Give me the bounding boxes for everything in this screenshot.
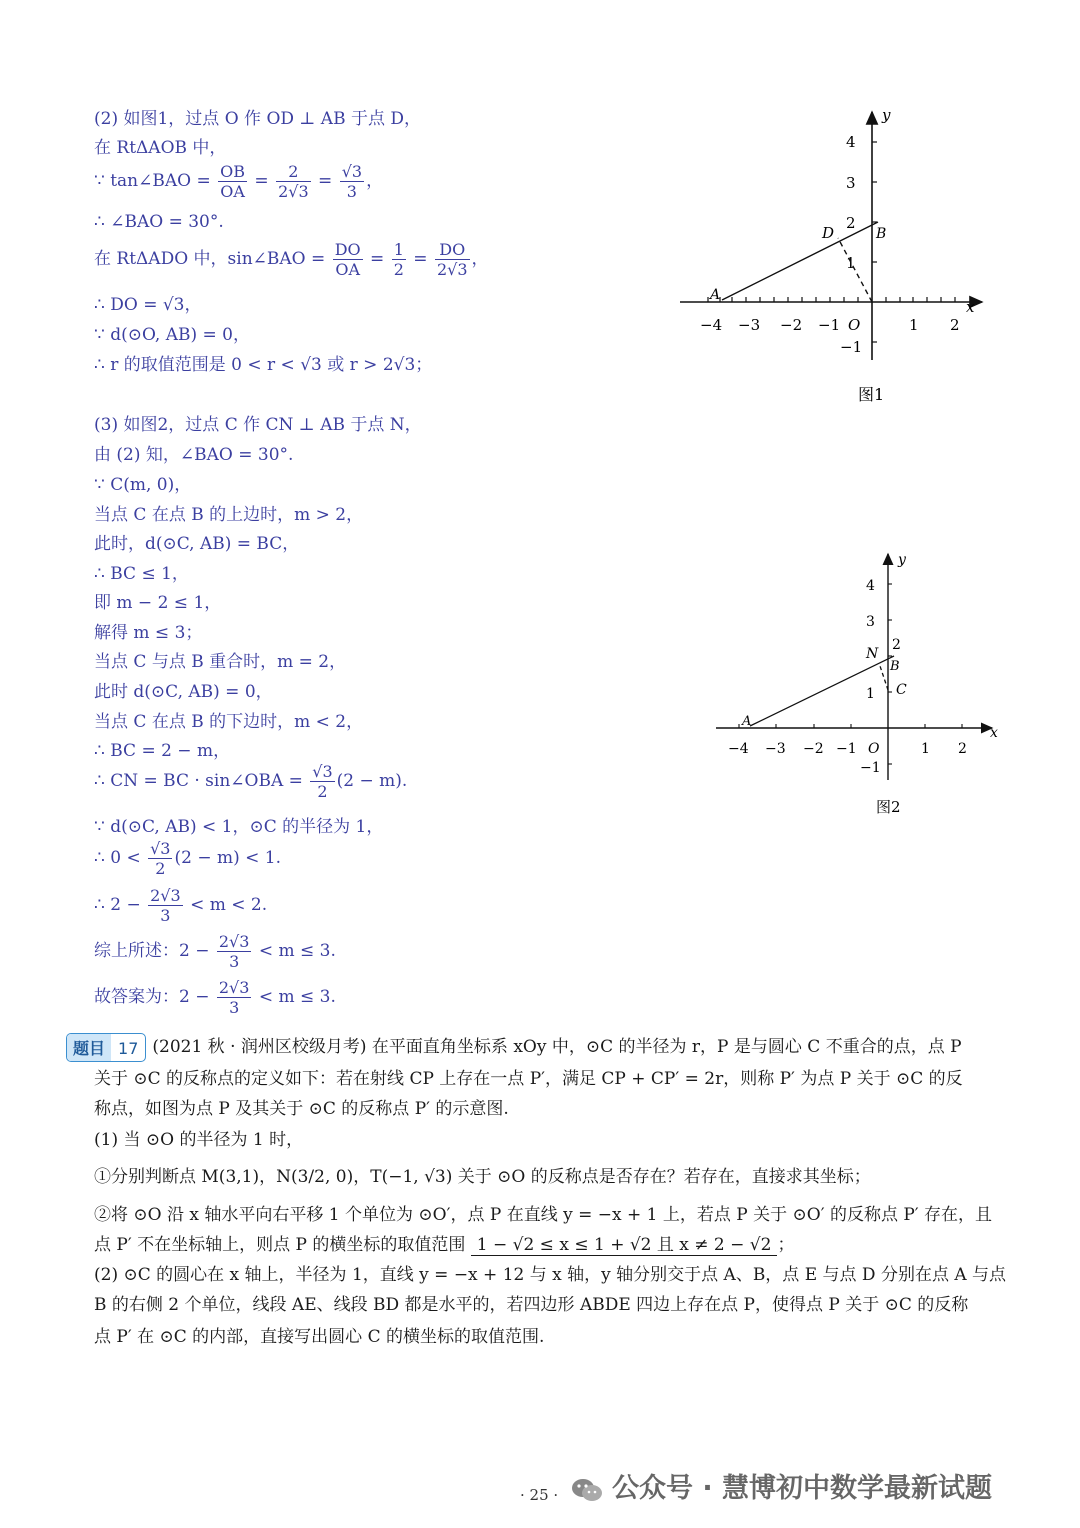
solution-line: (2) 如图1，过点 O 作 OD ⊥ AB 于点 D， [94, 109, 422, 129]
problem-line: 点 P′ 在 ⊙C 的内部，直接写出圆心 C 的横坐标的取值范围. [94, 1327, 545, 1347]
fraction: $\frac{√3}{3}$ [341, 162, 363, 201]
fraction: $\frac{2√3}{3}$ [218, 932, 250, 971]
y-axis-label: y [898, 552, 906, 568]
x-tick-label: −1 [836, 741, 857, 757]
solution-line: 故答案为：2 − $\frac{2√3}{3}$ < m ≤ 3. [94, 978, 336, 1017]
solution-line: 当点 C 在点 B 的下边时，m < 2， [94, 712, 364, 732]
solution-line: 即 m − 2 ≤ 1， [94, 593, 222, 613]
x-axis-label: x [966, 298, 975, 316]
answer-blank: 1 − √2 ≤ x ≤ 1 + √2 且 x ≠ 2 − √2 [471, 1230, 778, 1256]
x-tick-label: −3 [765, 741, 786, 757]
y-tick-label: 4 [846, 133, 856, 151]
y-tick-label: 2 [846, 214, 856, 232]
solution-line: 由 (2) 知，∠BAO = 30°. [94, 445, 294, 465]
x-tick-label: 1 [921, 741, 930, 757]
fraction: $\frac{DO}{OA}$ [334, 240, 361, 279]
solution-line: ∴ r 的取值范围是 0 < r < √3 或 r > 2√3； [94, 355, 433, 375]
point-label-d: D [822, 224, 835, 242]
figure-caption: 图1 [858, 385, 885, 404]
fraction: $\frac{1}{2}$ [393, 240, 404, 279]
problem-line: 称点，如图为点 P 及其关于 ⊙C 的反称点 P′ 的示意图. [94, 1099, 509, 1119]
y-tick-label: 1 [866, 686, 875, 702]
problem-line: (1) 当 ⊙O 的半径为 1 时， [94, 1130, 304, 1150]
figure-2 [710, 548, 1010, 824]
problem-line: 关于 ⊙C 的反称点的定义如下：若在射线 CP 上存在一点 P′，满足 CP + CP′ = 2r，则称 P′ 为点 P 关于 ⊙C 的反 [94, 1069, 963, 1089]
figure-1 [670, 100, 1010, 410]
x-tick-label: −1 [818, 316, 841, 334]
y-tick-label: −1 [860, 760, 881, 776]
x-tick-label: −4 [728, 741, 749, 757]
solution-line: 在 RtΔAOB 中， [94, 138, 227, 158]
y-axis-label: y [882, 106, 891, 124]
page-footer [0, 1466, 1080, 1506]
fraction: $\frac{2√3}{3}$ [218, 978, 250, 1017]
x-tick-label: −2 [803, 741, 824, 757]
x-tick-label: −2 [780, 316, 803, 334]
solution-line: ∵ C(m, 0)， [94, 475, 192, 495]
x-tick-label: 2 [958, 741, 967, 757]
y-tick-label: 1 [846, 254, 856, 272]
page-number: · 25 · [520, 1486, 559, 1504]
solution-line: ∵ d(⊙O, AB) = 0， [94, 325, 250, 345]
watermark: 公众号 · 慧博初中数学最新试题 [570, 1466, 992, 1505]
point-label-c: C [896, 682, 907, 698]
question-badge: 题目 17 [66, 1033, 146, 1062]
solution-line: 此时 d(⊙C, AB) = 0， [94, 682, 273, 702]
solution-line: ∵ d(⊙C, AB) < 1，⊙C 的半径为 1， [94, 817, 384, 837]
solution-line: ∴ BC ≤ 1， [94, 564, 189, 584]
point-label-n: N [866, 646, 879, 662]
figure-caption: 图2 [876, 798, 901, 816]
y-tick-label: 3 [866, 614, 875, 630]
solution-line: ∴ ∠BAO = 30°. [94, 212, 224, 232]
point-label-a: A [710, 287, 721, 303]
origin-label: O [848, 316, 861, 334]
solution-line: 当点 C 在点 B 的上边时，m > 2， [94, 505, 364, 525]
point-label-b: B [890, 659, 900, 674]
solution-line: ∴ 0 < $\frac{√3}{2}$ (2 − m) < 1. [94, 839, 281, 878]
point-label-a: A [742, 714, 752, 729]
solution-line: 解得 m ≤ 3； [94, 623, 203, 643]
fraction: $\frac{DO}{2√3}$ [436, 240, 468, 279]
x-axis-label: x [990, 725, 998, 741]
solution-line: ∴ 2 − $\frac{2√3}{3}$ < m < 2. [94, 886, 268, 925]
problem-line: 点 P′ 不在坐标轴上，则点 P 的横坐标的取值范围 1 − √2 ≤ x ≤ 1 + √2 且 x ≠ 2 − √2 ； [94, 1230, 794, 1256]
problem-line: ①分别判断点 M(3,1)，N(3/2, 0)，T(−1, √3) 关于 ⊙O 的反称点是否存在？若存在，直接求其坐标； [94, 1167, 871, 1187]
solution-line: 在 RtΔADO 中，sin∠BAO = $\frac{DO}{OA}$ = $\frac{1}{2}$ = $\frac{DO}{2√3}$ ， [94, 240, 489, 279]
y-tick-label: −1 [840, 338, 863, 356]
solution-line: ∴ DO = √3， [94, 295, 202, 315]
segment-cn [880, 666, 888, 690]
y-tick-label: 3 [846, 174, 856, 192]
solution-line: (3) 如图2，过点 C 作 CN ⊥ AB 于点 N， [94, 415, 422, 435]
problem-line: 题目 17 (2021 秋 · 润州区校级月考) 在平面直角坐标系 xOy 中，⊙C 的半径为 r，P 是与圆心 C 不重合的点，点 P [66, 1032, 962, 1062]
origin-label: O [868, 741, 880, 757]
fraction: $\frac{√3}{2}$ [150, 839, 171, 878]
solution-line: 当点 C 与点 B 重合时，m = 2， [94, 652, 347, 672]
point-label-b: B [876, 226, 887, 242]
solution-line: ∴ CN = BC · sin∠OBA = $\frac{√3}{2}$ (2 − m). [94, 762, 408, 801]
problem-line: (2) ⊙C 的圆心在 x 轴上，半径为 1，直线 y = −x + 12 与 x 轴，y 轴分别交于点 A、B，点 E 与点 D 分别在点 A 与点 [94, 1265, 1007, 1285]
fraction: $\frac{2√3}{3}$ [150, 886, 181, 925]
solution-line: ∴ BC = 2 − m， [94, 741, 231, 761]
fraction: $\frac{2}{2√3}$ [278, 162, 309, 201]
wechat-icon [570, 1476, 604, 1504]
y-tick-label: 4 [866, 578, 875, 594]
y-tick-label: 2 [892, 637, 901, 653]
problem-line: ②将 ⊙O 沿 x 轴水平向右平移 1 个单位为 ⊙O′，点 P 在直线 y = −x + 1 上，若点 P 关于 ⊙O′ 的反称点 P′ 存在，且 [94, 1205, 993, 1225]
solution-line: 综上所述：2 − $\frac{2√3}{3}$ < m ≤ 3. [94, 932, 336, 971]
x-tick-label: 2 [950, 316, 960, 334]
problem-line: B 的右侧 2 个单位，线段 AE、线段 BD 都是水平的，若四边形 ABDE 四边上存在点 P，使得点 P 关于 ⊙C 的反称 [94, 1295, 969, 1315]
solution-line: ∵ tan∠BAO = $\frac{OB}{OA}$ = $\frac{2}{2√3}$ = $\frac{√3}{3}$ ， [94, 162, 384, 201]
fraction: $\frac{OB}{OA}$ [220, 162, 246, 201]
segment-od [838, 238, 872, 302]
x-tick-label: 1 [909, 316, 919, 334]
fraction: $\frac{√3}{2}$ [312, 762, 333, 801]
solution-line: 此时，d(⊙C, AB) = BC， [94, 534, 300, 554]
x-tick-label: −3 [738, 316, 761, 334]
x-tick-label: −4 [700, 316, 723, 334]
